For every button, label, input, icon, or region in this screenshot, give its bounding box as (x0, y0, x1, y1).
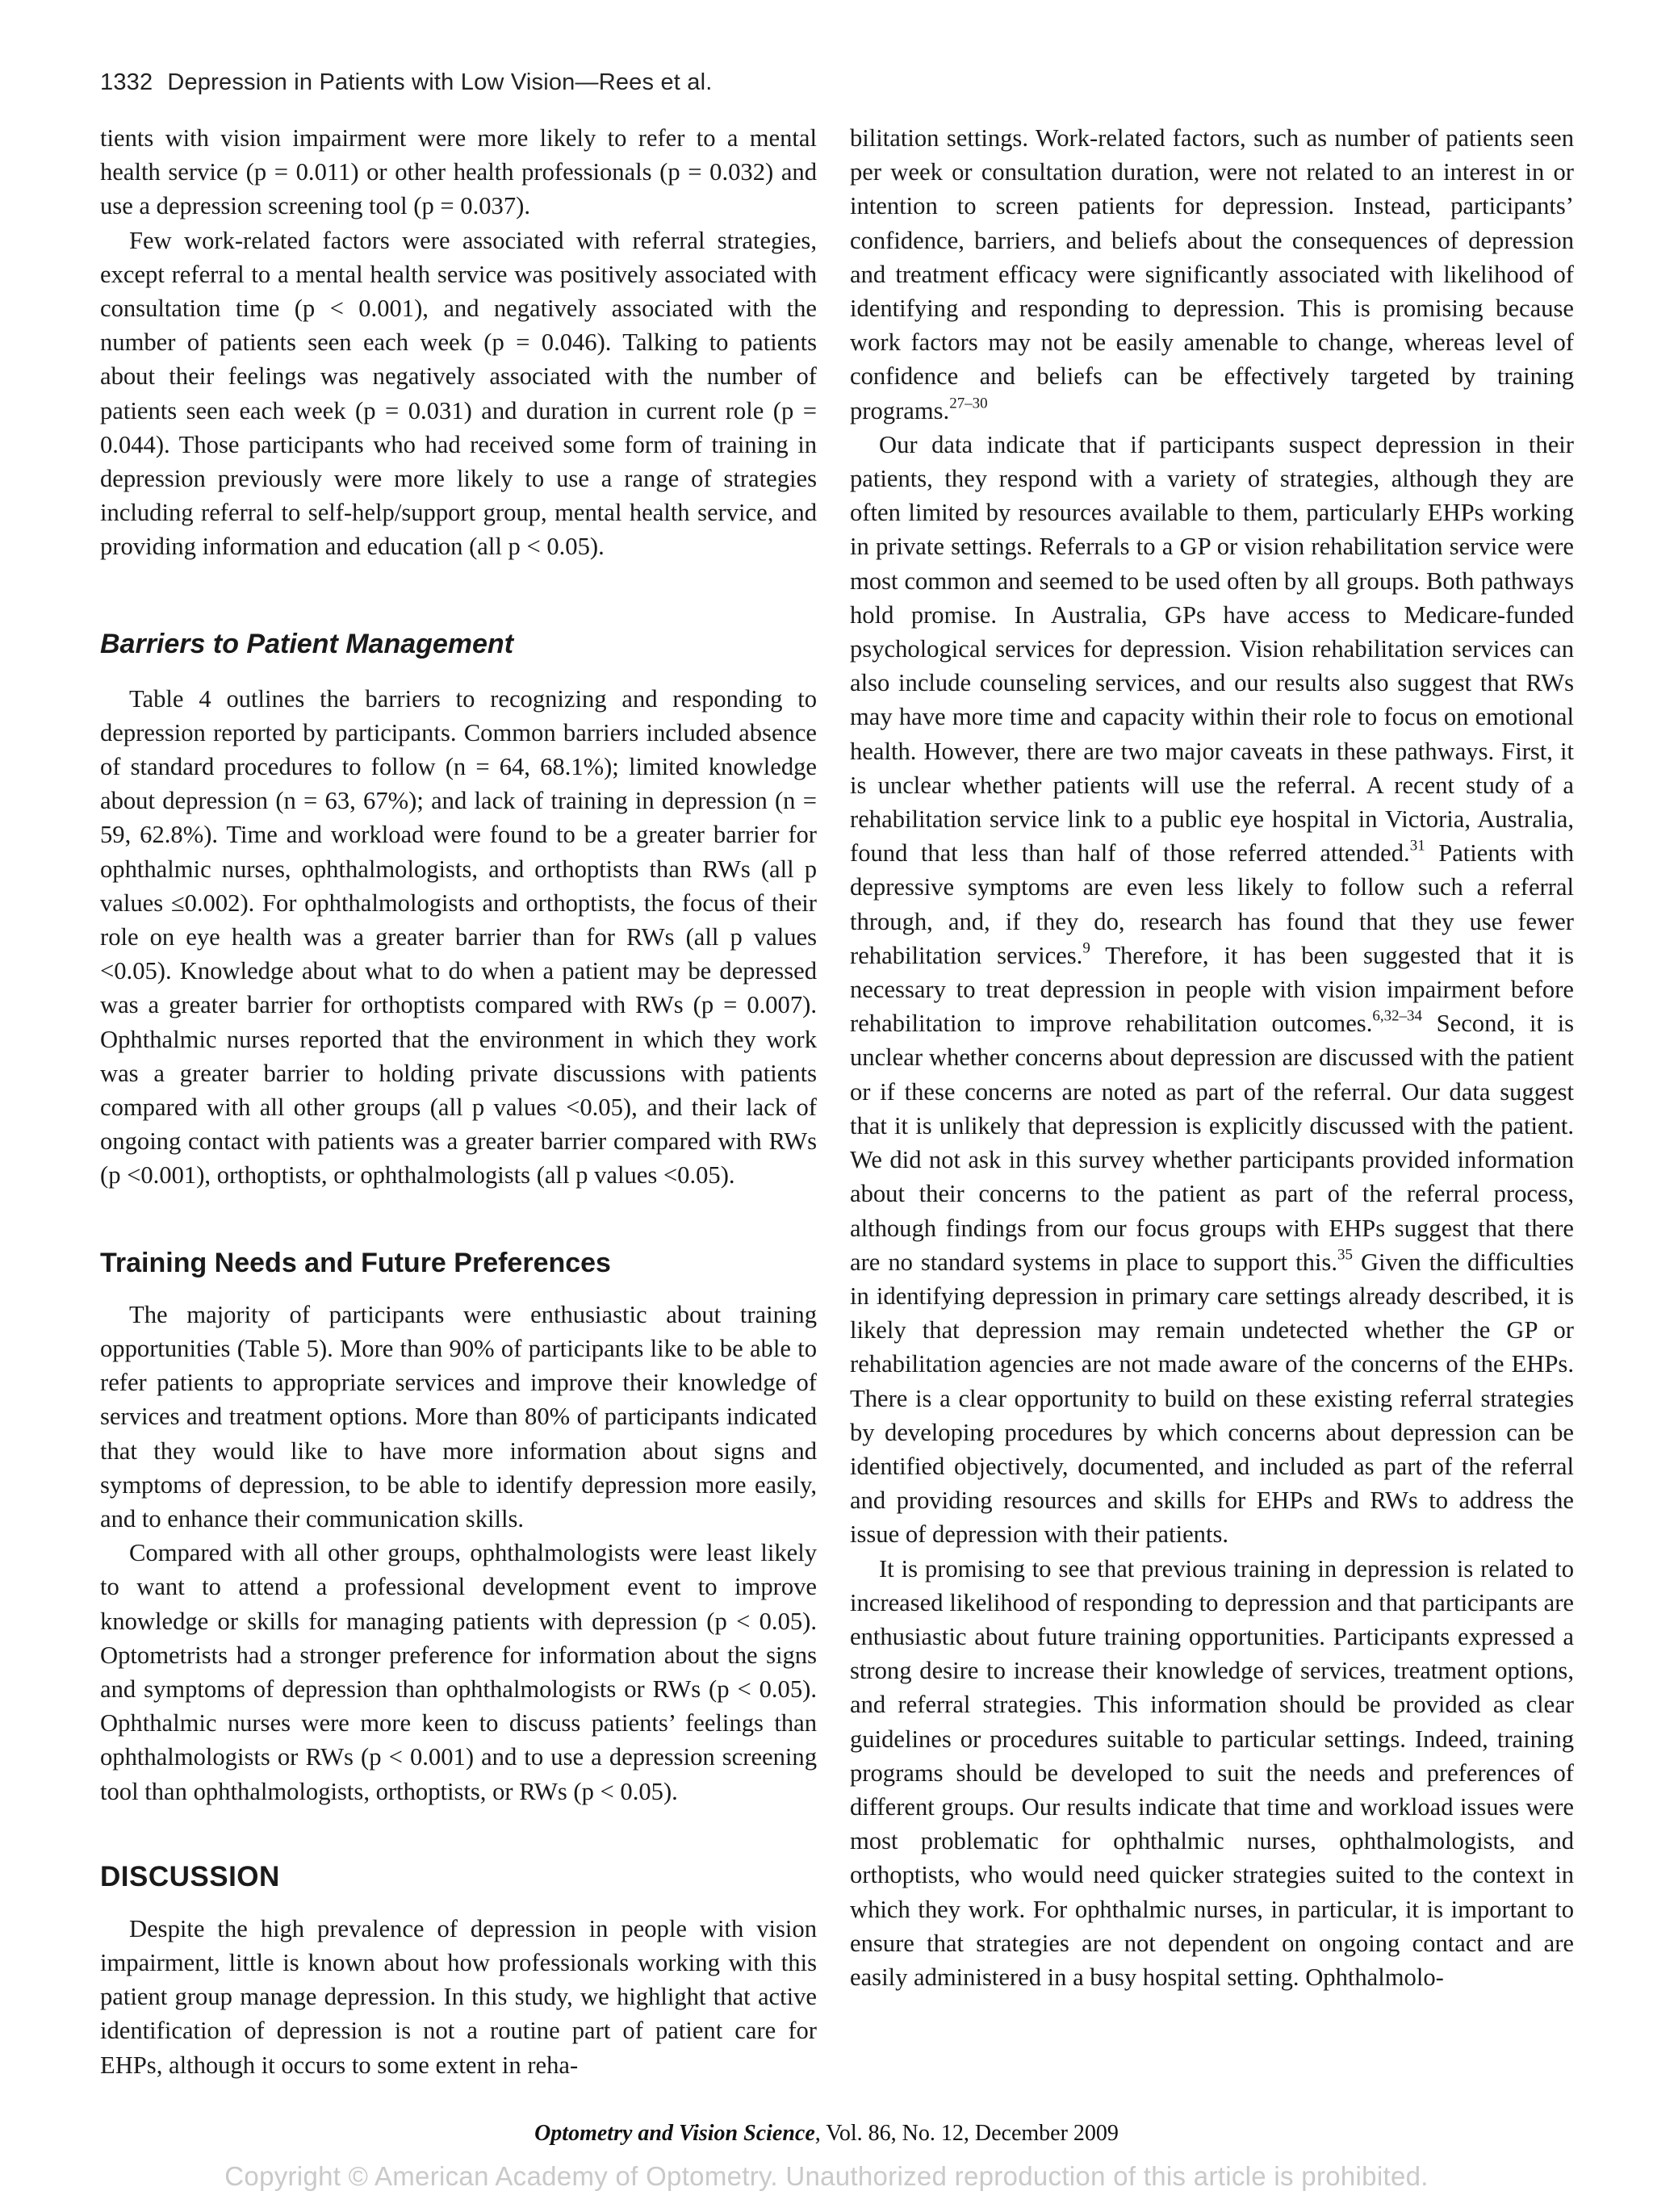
paragraph-referral-strategies (850, 428, 1574, 1552)
paragraph-training-majority: The majority of participants were enthusiastic about training opportunities (Table 5). More than 90% of participants like to be able to refer patients to appropriate services and improve their knowledge of services and treatment options. More than 80% of participants indicated that they would like to have more information about signs and symptoms of depression, to be able to identify depression more easily, and to enhance their communication skills. (100, 1300, 817, 1533)
citation-ref: 6,32–34 (1372, 1008, 1423, 1026)
paragraph-training-groups: Compared with all other groups, ophthalmologists were least likely to want to attend a professional development event to improve knowledge or skills for managing patients with depression (p < 0.05). Optometrists had a stronger preference for information about the signs and symptoms of depression than ophthalmologists or RWs (p < 0.05). Ophthalmic nurses were more keen to discuss patients’ feelings than ophthalmologists or RWs (p < 0.001) and to use a depression screening tool than ophthalmologists, orthoptists, or RWs (p < 0.05). (100, 1539, 817, 1805)
copyright-notice: Copyright © American Academy of Optometry. Unauthorized reproduction of this article is prohibited. (224, 2161, 1429, 2191)
text-rehab: bilitation settings. Work-related factors, such as number of patients seen per week or consultation duration, were not related to an interest in or intention to screen patients for depression. Instead, participants’ confidence, barriers, and beliefs about the consequences of depression and treatment efficacy were significantly associated with likelihood of identifying and responding to depression. This is promising because work factors may not be easily amenable to change, whereas level of confidence and beliefs can be effectively targeted by training programs. (850, 124, 1574, 424)
journal-name: Optometry and Vision Science (534, 2121, 815, 2146)
journal-citation: , Vol. 86, No. 12, December 2009 (814, 2121, 1119, 2146)
paragraph-continued: tients with vision impairment were more likely to refer to a mental health service (p = 0.011) or other health professionals (p = 0.032) and use a depression screening tool (p = 0.037). (100, 124, 817, 220)
left-column (100, 121, 817, 2082)
citation-ref: 35 (1337, 1246, 1353, 1264)
citation-ref: 9 (1082, 939, 1090, 957)
running-title: Depression in Patients with Low Vision—Rees et al. (167, 69, 713, 95)
text-referral-b: Patients with depressive symptoms are even less likely to follow such a referral through, and, if they do, research has found that they use fewer rehabilitation services. (850, 839, 1574, 969)
journal-footer (0, 2121, 1653, 2147)
text-referral-a: Our data indicate that if participants suspect depression in their patients, they respond with a variety of strategies, although they are often limited by resources available to them, particularly EHPs working in private settings. Referrals to a GP or vision rehabilitation service were most common and seemed to be used often by all groups. Both pathways hold promise. In Australia, GPs have access to Medicare-funded psychological services for depression. Vision rehabilitation services can also include counseling services, and our results also suggest that RWs may have more time and capacity within their role to focus on emotional health. However, there are two major caveats in these pathways. First, it is unclear whether patients will use the referral. A recent study of a rehabilitation service link to a public eye hospital in Victoria, Australia, found that less than half of those referred attended. (850, 430, 1574, 868)
heading-barriers: Barriers to Patient Management (100, 628, 514, 659)
paragraph-work-factors: Few work-related factors were associated with referral strategies, except referral to a mental health service was positively associated with consultation time (p < 0.001), and negatively associated with the number of patients seen each week (p = 0.046). Talking to patients about their feelings was negatively associated with the number of patients seen each week (p = 0.031) and duration in current role (p = 0.044). Those participants who had received some form of training in depression previously were more likely to use a range of strategies including referral to self-help/support group, mental health service, and providing information and education (all p < 0.05). (100, 226, 817, 561)
heading-training-needs: Training Needs and Future Preferences (100, 1247, 611, 1278)
text-referral-e: Given the difficulties in identifying depression in primary care settings already described, it is likely that depression may remain undetected whether the GP or rehabilitation agencies are not made aware of the concerns of the EHPs. There is a clear opportunity to build on these existing referral strategies by developing procedures by which concerns about depression can be identified objectively, documented, and included as part of the referral and providing resources and skills for EHPs and RWs to address the issue of depression with their patients. (850, 1248, 1574, 1549)
paragraph-rehab-settings (850, 121, 1574, 428)
heading-discussion: DISCUSSION (100, 1860, 280, 1892)
right-column (850, 121, 1574, 1994)
citation-ref: 31 (1409, 838, 1425, 855)
text-referral-c: Therefore, it has been suggested that it is necessary to treat depression in people with vision impairment before rehabilitation to improve rehabilitation outcomes. (850, 941, 1574, 1038)
running-head (100, 69, 713, 96)
citation-ref: 27–30 (949, 395, 988, 412)
paragraph-discussion-intro: Despite the high prevalence of depression in people with vision impairment, little is known about how professionals working with this patient group manage depression. In this study, we highlight that active identification of depression is not a routine part of patient care for EHPs, although it occurs to some extent in reha- (100, 1914, 817, 2079)
page-number: 1332 (100, 69, 153, 95)
paragraph-training-promise: It is promising to see that previous training in depression is related to increased likelihood of responding to depression and that participants are enthusiastic about future training opportunities. Participants expressed a strong desire to increase their knowledge of services, treatment options, and referral strategies. This information should be provided as clear guidelines or procedures suitable to particular settings. Indeed, training programs should be developed to suit the needs and preferences of different groups. Our results indicate that time and workload issues were most problematic for ophthalmic nurses, ophthalmologists, and orthoptists, who would need quicker strategies suited to the context in which they work. For ophthalmic nurses, in particular, it is important to ensure that strategies are not dependent on ongoing contact and are easily administered in a busy hospital setting. Ophthalmolo- (850, 1554, 1574, 1991)
text-referral-d: Second, it is unclear whether concerns about depression are discussed with the patient or if these concerns are noted as part of the referral. Our data suggest that it is unlikely that depression is explicitly discussed with the patient. We did not ask in this survey whether participants provided information about their concerns to the patient as part of the referral process, although findings from our focus groups with EHPs suggest that there are no standard systems in place to support this. (850, 1010, 1574, 1276)
paragraph-barriers: Table 4 outlines the barriers to recognizing and responding to depression reported by participants. Common barriers included absence of standard procedures to follow (n = 64, 68.1%); limited knowledge about depression (n = 63, 67%); and lack of training in depression (n = 59, 62.8%). Time and workload were found to be a greater barrier for ophthalmic nurses, ophthalmologists, and orthoptists than RWs (all p values ≤0.002). For ophthalmologists and orthoptists, the focus of their role on eye health was a greater barrier than for RWs (all p values <0.05). Knowledge about what to do when a patient may be depressed was a greater barrier for orthoptists compared with RWs (p = 0.007). Ophthalmic nurses reported that the environment in which they work was a greater barrier to holding private discussions with patients compared with all other groups (all p values <0.05), and their lack of ongoing contact with patients was a greater barrier compared with RWs (p <0.001), orthoptists, or ophthalmologists (all p values <0.05). (100, 684, 817, 1190)
